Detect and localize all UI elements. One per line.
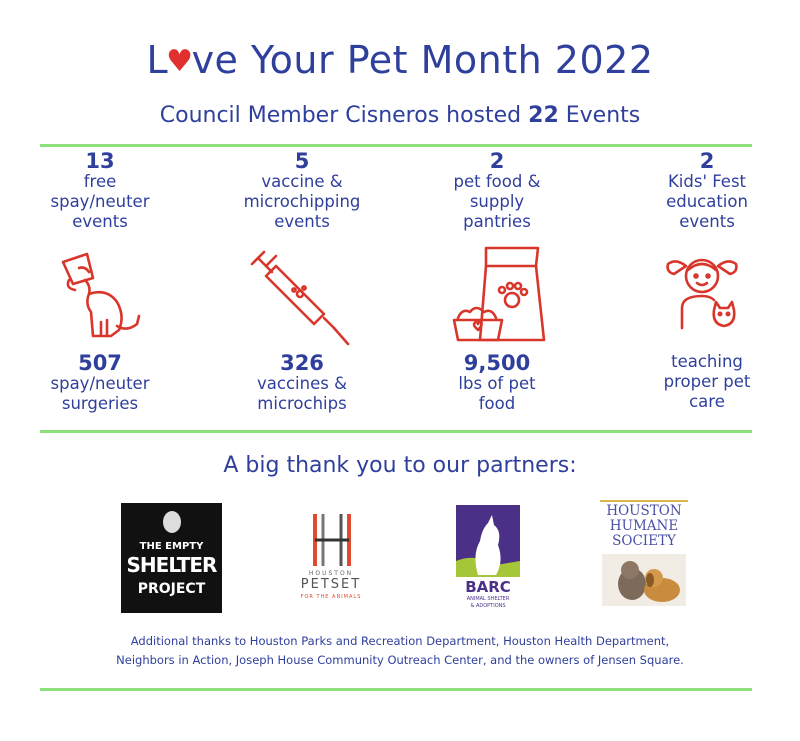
- stat-label-line: food: [478, 394, 516, 413]
- event-label-line: supply: [469, 192, 525, 211]
- stat-label-line: care: [689, 392, 725, 411]
- divider-bottom: [40, 688, 752, 691]
- logo-text: PETSET: [300, 577, 362, 592]
- page-subtitle: [0, 103, 800, 128]
- subtitle-event-count: 22: [528, 103, 559, 128]
- event-label-line: Kids' Fest: [667, 172, 747, 191]
- logo-text: [600, 504, 688, 549]
- event-label-line: events: [274, 212, 330, 231]
- houston-humane-society-logo: [600, 500, 688, 612]
- stat-label-line: spay/neuter: [50, 374, 150, 393]
- event-count: 2: [489, 149, 505, 173]
- logo-text-line: SOCIETY: [612, 533, 676, 549]
- logo-text-line: HOUSTON: [606, 503, 682, 519]
- event-column-vaccine: [217, 150, 387, 232]
- syringe-icon: [217, 250, 387, 350]
- event-label-line: vaccine &: [261, 172, 343, 191]
- divider-middle: [40, 430, 752, 433]
- stat-label-line: proper pet: [663, 372, 751, 391]
- logo-rule: [600, 500, 688, 502]
- event-count: 5: [294, 149, 310, 173]
- logo-text-line: HUMANE: [609, 518, 679, 534]
- event-label-line: microchipping: [243, 192, 361, 211]
- stat-pet-food: [412, 352, 582, 414]
- stat-spay-neuter: [15, 352, 185, 414]
- title-text-end: ve Your Pet Month 2022: [191, 38, 654, 82]
- event-label-line: events: [679, 212, 735, 231]
- event-label-line: pet food &: [453, 172, 541, 191]
- event-label-line: free: [83, 172, 117, 191]
- footnote-line: Neighbors in Action, Joseph House Community Outreach Center, and the owners of Jensen Square.: [116, 653, 684, 667]
- logo-text: PROJECT: [137, 581, 206, 597]
- event-label-line: spay/neuter: [50, 192, 150, 211]
- event-column-pantries: [412, 150, 582, 232]
- stat-teaching: [622, 352, 792, 412]
- page-title: [0, 38, 800, 82]
- logo-text: SHELTER: [126, 553, 217, 577]
- stat-vaccines: [217, 352, 387, 414]
- heart-icon: ♥: [166, 44, 194, 79]
- stat-label-line: surgeries: [61, 394, 139, 413]
- subtitle-text-end: Events: [558, 103, 641, 128]
- event-column-spay-neuter: [15, 150, 185, 232]
- logo-text: & ADOPTIONS: [470, 603, 506, 609]
- event-label-line: pantries: [463, 212, 531, 231]
- event-label-line: events: [72, 212, 128, 231]
- barc-dog-cat-icon: [456, 505, 520, 577]
- divider-top: [40, 144, 752, 147]
- logo-text: FOR THE ANIMALS: [300, 594, 362, 600]
- dog-cone-icon: [15, 250, 185, 350]
- stat-label-line: vaccines &: [257, 374, 347, 393]
- title-text-start: L: [146, 38, 169, 82]
- additional-thanks-note: [0, 632, 800, 670]
- empty-shelter-project-logo: [121, 503, 222, 613]
- pet-food-bag-icon: [412, 242, 582, 342]
- event-count: 13: [85, 149, 115, 173]
- houston-petset-logo: [285, 510, 377, 610]
- logo-subtext: [448, 596, 528, 610]
- event-count: 2: [699, 149, 715, 173]
- footnote-line: Additional thanks to Houston Parks and Recreation Department, Houston Health Department,: [130, 634, 670, 648]
- event-column-kids-fest: [622, 150, 792, 232]
- logo-text: THE EMPTY: [139, 541, 204, 552]
- stat-label-line: lbs of pet: [458, 374, 536, 393]
- stat-label-line: teaching: [671, 352, 743, 371]
- barc-logo: [448, 505, 528, 613]
- cat-and-dog-photo-icon: [602, 554, 686, 606]
- girl-with-cat-icon: [622, 250, 792, 350]
- subtitle-text: Council Member Cisneros hosted: [159, 103, 529, 128]
- petset-h-mark-icon: [285, 510, 377, 568]
- logo-text: HOUSTON: [308, 570, 354, 577]
- logo-text: BARC: [465, 578, 511, 596]
- logo-text: ANIMAL SHELTER: [466, 596, 510, 602]
- stat-number: 326: [280, 351, 324, 375]
- event-label-line: education: [666, 192, 748, 211]
- stat-label-line: microchips: [257, 394, 347, 413]
- partners-heading: A big thank you to our partners:: [223, 453, 577, 478]
- stat-number: 9,500: [463, 351, 531, 375]
- stat-number: 507: [78, 351, 122, 375]
- shelter-badge-icon: [163, 511, 181, 533]
